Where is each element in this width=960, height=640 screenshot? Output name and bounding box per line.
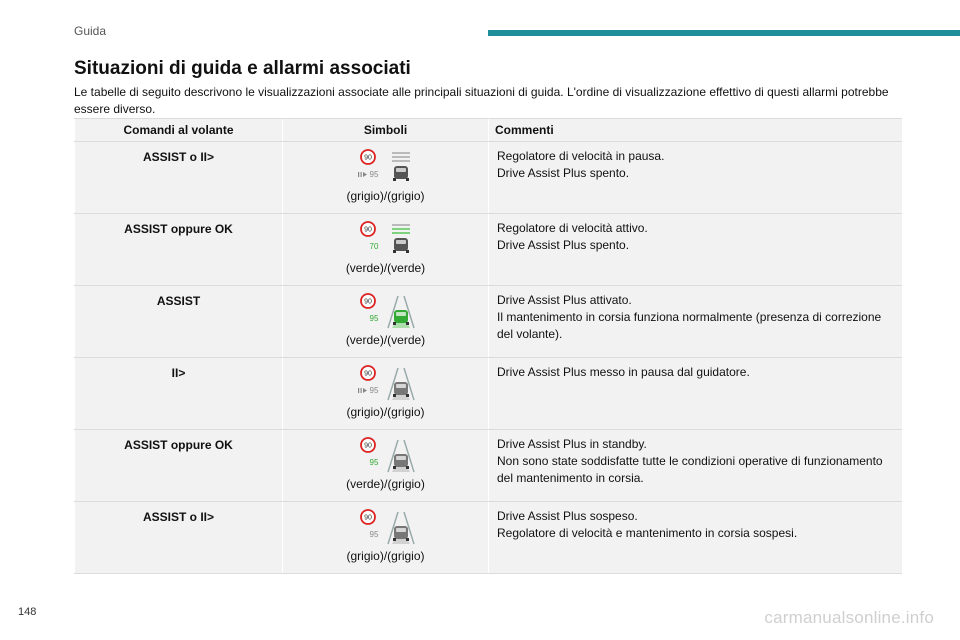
page-title: Situazioni di guida e allarmi associati xyxy=(74,58,411,79)
watermark: carmanualsonline.info xyxy=(764,608,934,627)
drive-assist-symbol-icon xyxy=(356,292,416,330)
table-row xyxy=(75,502,903,574)
symbol-color-caption: (verde)/(grigio) xyxy=(346,477,425,491)
comment-line: Drive Assist Plus in standby. xyxy=(497,437,647,451)
table-row xyxy=(75,430,903,502)
cruise-speed-value: 70 xyxy=(369,242,378,251)
column-header-commands: Comandi al volante xyxy=(75,119,283,142)
speed-limit-value: 90 xyxy=(363,442,372,450)
speed-limit-value: 90 xyxy=(363,370,372,378)
drive-assist-symbol-icon xyxy=(356,364,416,402)
steering-command: ASSIST oppure OK xyxy=(75,430,283,502)
comment-cell xyxy=(489,358,903,430)
comment-cell xyxy=(489,286,903,358)
cruise-speed-value: 95 xyxy=(369,386,378,395)
symbol-cell xyxy=(283,286,489,358)
speed-limit-value: 90 xyxy=(363,514,372,522)
symbol-color-caption: (grigio)/(grigio) xyxy=(346,189,425,203)
section-label: Guida xyxy=(74,24,107,38)
comment-line: Regolatore di velocità in pausa. xyxy=(497,149,665,163)
steering-command: II> xyxy=(75,358,283,430)
comment-line: Il mantenimento in corsia funziona normalmente (presenza di correzione del volante). xyxy=(497,310,882,341)
symbol-color-caption: (grigio)/(grigio) xyxy=(346,549,425,563)
drive-assist-symbol-icon xyxy=(356,436,416,474)
symbol-graphic xyxy=(356,148,416,186)
speed-limit-value: 90 xyxy=(363,226,372,234)
symbol-color-caption: (verde)/(verde) xyxy=(345,333,426,347)
table-body xyxy=(75,142,903,574)
cruise-speed-value: 95 xyxy=(369,314,378,323)
symbol-graphic xyxy=(356,292,416,330)
comment-line: Regolatore di velocità e mantenimento in corsia sospesi. xyxy=(497,526,798,540)
steering-command: ASSIST xyxy=(75,286,283,358)
steering-command: ASSIST o II> xyxy=(75,142,283,214)
driving-situations-table xyxy=(74,118,902,574)
symbol-color-caption: (verde)/(verde) xyxy=(345,261,426,275)
symbol-graphic xyxy=(356,508,416,546)
column-header-symbols: Simboli xyxy=(283,119,489,142)
comment-cell xyxy=(489,214,903,286)
drive-assist-symbol-icon xyxy=(356,148,416,186)
cruise-speed-value: 95 xyxy=(369,170,378,179)
speed-limit-value: 90 xyxy=(363,298,372,306)
symbol-graphic xyxy=(356,220,416,258)
comment-line: Drive Assist Plus spento. xyxy=(497,238,630,252)
comment-cell xyxy=(489,142,903,214)
comment-line: Drive Assist Plus spento. xyxy=(497,166,630,180)
comment-line: Drive Assist Plus sospeso. xyxy=(497,509,638,523)
page-number: 148 xyxy=(18,606,37,618)
symbol-cell xyxy=(283,358,489,430)
comment-line: Drive Assist Plus messo in pausa dal guidatore. xyxy=(497,365,750,379)
symbol-cell xyxy=(283,502,489,574)
drive-assist-symbol-icon xyxy=(356,220,416,258)
table-row xyxy=(75,214,903,286)
symbol-graphic xyxy=(356,364,416,402)
table-header-row xyxy=(75,119,903,142)
cruise-speed-value: 95 xyxy=(369,458,378,467)
steering-command: ASSIST o II> xyxy=(75,502,283,574)
header-accent-bar xyxy=(488,30,960,36)
comment-line: Drive Assist Plus attivato. xyxy=(497,293,632,307)
table-row xyxy=(75,286,903,358)
table-row xyxy=(75,358,903,430)
column-header-comments: Commenti xyxy=(489,119,903,142)
symbol-graphic xyxy=(356,436,416,474)
comment-line: Non sono state soddisfatte tutte le condizioni operative di funzionamento del mantenimento in corsia. xyxy=(497,454,883,485)
drive-assist-symbol-icon xyxy=(356,508,416,546)
symbol-cell xyxy=(283,430,489,502)
cruise-speed-value: 95 xyxy=(369,530,378,539)
symbol-cell xyxy=(283,214,489,286)
comment-cell xyxy=(489,430,903,502)
comment-line: Regolatore di velocità attivo. xyxy=(497,221,648,235)
table-row xyxy=(75,142,903,214)
speed-limit-value: 90 xyxy=(363,154,372,162)
symbol-color-caption: (grigio)/(grigio) xyxy=(346,405,425,419)
symbol-cell xyxy=(283,142,489,214)
steering-command: ASSIST oppure OK xyxy=(75,214,283,286)
comment-cell xyxy=(489,502,903,574)
intro-paragraph: Le tabelle di seguito descrivono le visualizzazioni associate alle principali situazioni di guida. L'ordine di visualizzazione effettivo di questi allarmi potrebbe essere diverso. xyxy=(74,85,889,116)
